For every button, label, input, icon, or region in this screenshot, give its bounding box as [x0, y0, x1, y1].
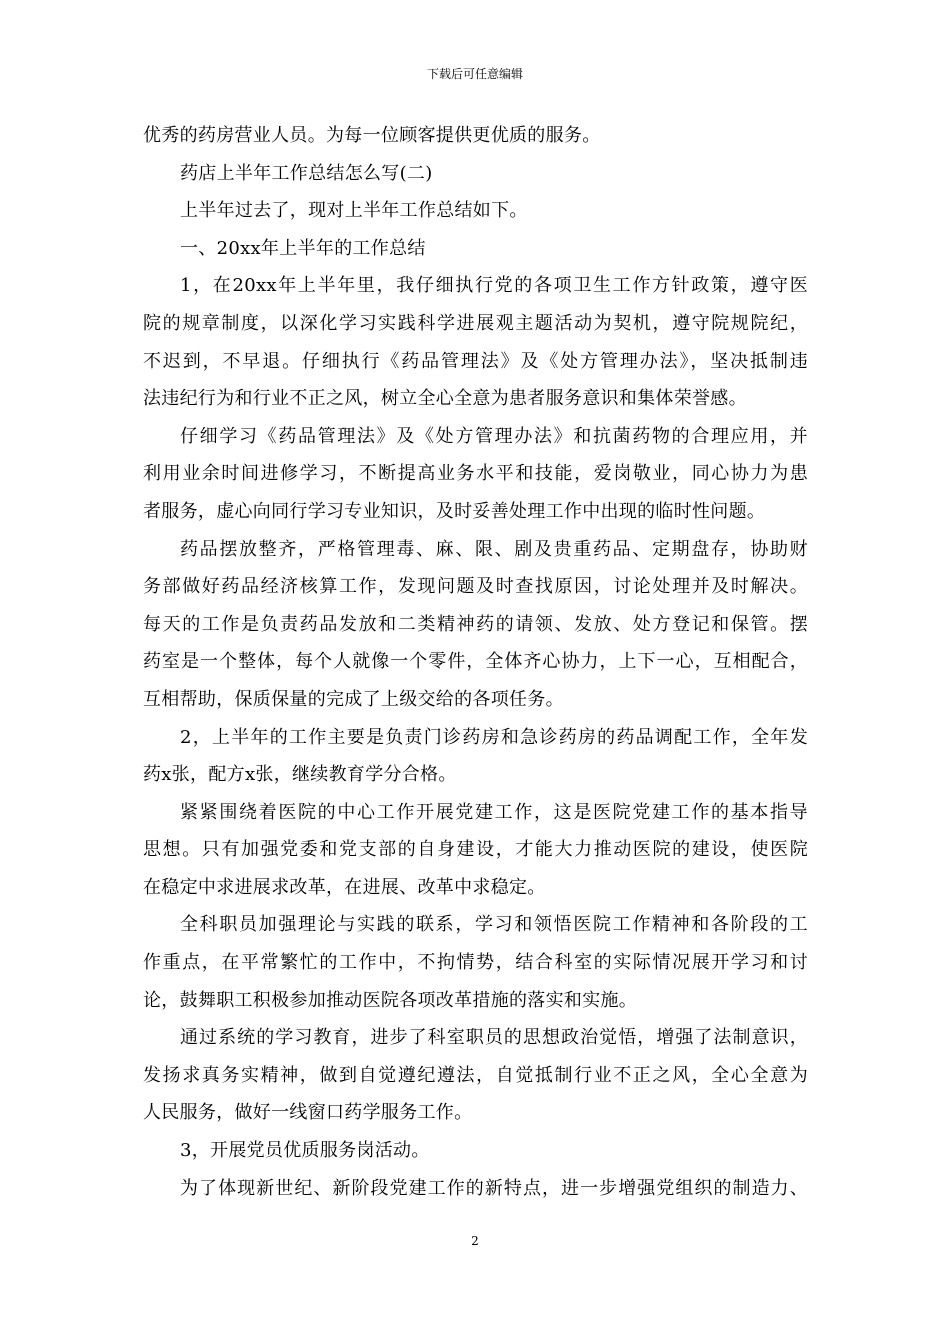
- text-line: 3，开展党员优质服务岗活动。: [180, 1140, 430, 1162]
- text-line: 发扬求真务实精神，做到自觉遵纪遵法，自觉抵制行业不正之风，全心全意为: [143, 1064, 808, 1086]
- text-line: 务部做好药品经济核算工作，发现问题及时查找原因，讨论处理并及时解决。: [143, 576, 808, 598]
- text-line: 通过系统的学习教育，进步了科室职员的思想政治觉悟，增强了法制意识，: [180, 1027, 808, 1049]
- text-line: 人民服务，做好一线窗口药学服务工作。: [143, 1102, 473, 1124]
- text-line: 者服务，虚心向同行学习专业知识，及时妥善处理工作中出现的临时性问题。: [143, 500, 766, 522]
- text-line: 药店上半年工作总结怎么写(二): [180, 162, 433, 184]
- text-line: 互相帮助，保质保量的完成了上级交给的各项任务。: [143, 688, 564, 710]
- text-line: 为了体现新世纪、新阶段党建工作的新特点，进一步增强党组织的制造力、: [180, 1177, 808, 1199]
- text-line: 药x张，配方x张，继续教育学分合格。: [143, 764, 457, 786]
- text-line: 思想。只有加强党委和党支部的自身建设，才能大力推动医院的建设，使医院: [143, 839, 808, 861]
- text-line: 论，鼓舞职工积极参加推动医院各项改革措施的落实和实施。: [143, 989, 638, 1011]
- text-line: 2，上半年的工作主要是负责门诊药房和急诊药房的药品调配工作，全年发: [180, 726, 808, 748]
- page-number: 2: [471, 1234, 479, 1248]
- text-line: 利用业余时间进修学习，不断提高业务水平和技能，爱岗敬业，同心协力为患: [143, 463, 808, 485]
- text-line: 紧紧围绕着医院的中心工作开展党建工作，这是医院党建工作的基本指导: [180, 801, 808, 823]
- text-line: 上半年过去了，现对上半年工作总结如下。: [180, 200, 528, 222]
- document-body: [143, 117, 808, 1207]
- text-line: 在稳定中求进展求改革，在进展、改革中求稳定。: [143, 876, 546, 898]
- text-line: 药室是一个整体，每个人就像一个零件，全体齐心协力，上下一心，互相配合，: [143, 651, 808, 673]
- text-line: 每天的工作是负责药品发放和二类精神药的请领、发放、处方登记和保管。摆: [143, 613, 808, 635]
- text-line: 一、20xx年上半年的工作总结: [180, 237, 426, 259]
- text-line: 院的规章制度，以深化学习实践科学进展观主题活动为契机，遵守院规院纪，: [143, 312, 808, 334]
- page-header: 下载后可任意编辑: [426, 67, 523, 81]
- text-line: 优秀的药房营业人员。为每一位顾客提供更优质的服务。: [143, 125, 601, 146]
- text-line: 法违纪行为和行业不正之风，树立全心全意为患者服务意识和集体荣誉感。: [143, 388, 747, 410]
- text-line: 全科职员加强理论与实践的联系，学习和领悟医院工作精神和各阶段的工: [180, 914, 808, 936]
- text-line: 仔细学习《药品管理法》及《处方管理办法》和抗菌药物的合理应用，并: [180, 425, 808, 447]
- text-line: 作重点，在平常繁忙的工作中，不拘情势，结合科室的实际情况展开学习和讨: [143, 952, 808, 974]
- text-line: 不迟到，不早退。仔细执行《药品管理法》及《处方管理办法》，坚决抵制违: [143, 350, 808, 372]
- text-line: 药品摆放整齐，严格管理毒、麻、限、剧及贵重药品、定期盘存，协助财: [180, 538, 808, 560]
- text-line: 1，在20xx年上半年里，我仔细执行党的各项卫生工作方针政策，遵守医: [180, 275, 808, 297]
